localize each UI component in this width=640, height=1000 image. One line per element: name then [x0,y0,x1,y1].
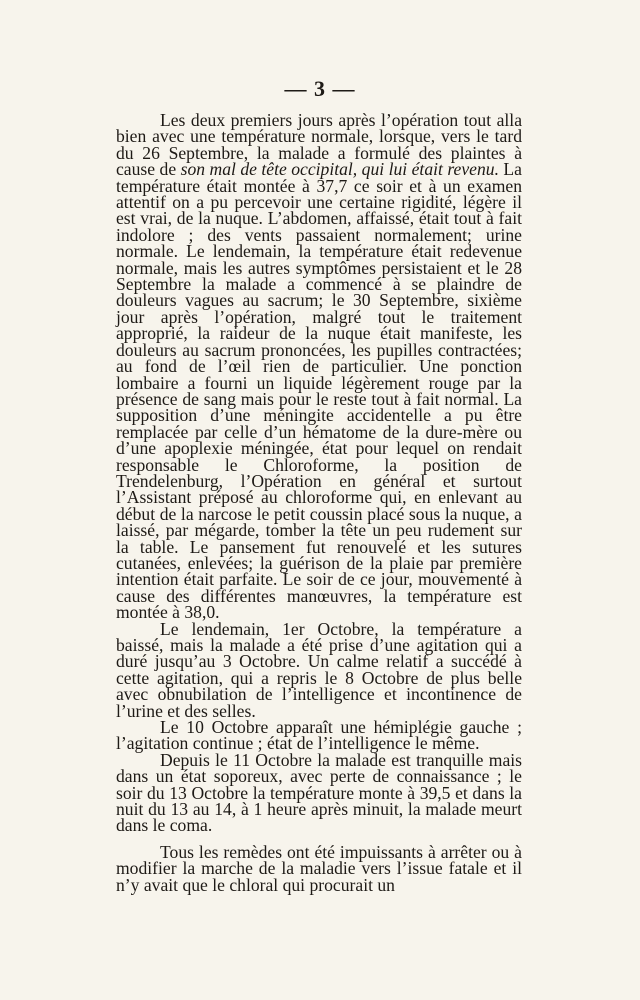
paragraph-1-text-start: Les deux premiers jours après l’opération tout alla bien avec une température normale, lorsque, vers le tard du 26 Septembre, la malade a formulé des plaintes à cause de [116,110,522,180]
paragraph-1 [116,112,522,621]
paragraph-1-text-end: La température était montée à 37,7 ce soir et à un examen attentif on a pu percevoir une certaine rigidité, légère il est vrai, de la nuque. L’abdomen, affaissé, était tout à fait indolore ; des vents passaient normalement; urine normale. Le lendemain, la température était redevenue normale, mais les autres symptômes persistaient et le 28 Septembre la malade a commencé à se plaindre de douleurs vagues au sacrum; le 30 Septembre, sixième jour après l’opération, malgré tout le traitement approprié, la raideur de la nuque était manifeste, les douleurs au sacrum prononcées, les pupilles contractées; au fond de l’œil rien de particulier. Une ponction lombaire a fourni un liquide légèrement rouge par la présence de sang mais pour le reste tout à fait normal. La supposition d’une méningite accidentelle a pu être remplacée par celle d’un hématome de la dure-mère ou d’une apoplexie méningée, état pour lequel on rendait responsable le Chloroforme, la position de Trendelenburg, l’Opération en général et surtout l’Assistant préposé au chloroforme qui, en enlevant au début de la narcose le petit coussin placé sous la nuque, a laissé, par mégarde, tomber la tête un peu rudement sur la table. Le pansement fut renouvelé et les sutures cutanées, enlevées; la guérison de la plaie par première intention était parfaite. Le soir de ce jour, mouvementé à cause des différentes manœuvres, la température est montée à 38,0. [116,159,522,623]
paragraph-2: Le lendemain, 1er Octobre, la température a baissé, mais la malade a été prise d’une agitation qui a duré jusqu’au 3 Octobre. Un calme relatif a succédé à cette agitation, qui a repris le 8 Octobre de plus belle avec obnubilation de l’intelligence et incontinence de l’urine et des selles. [116,618,522,721]
paragraph-5: Tous les remèdes ont été impuissants à arrêter ou à modifier la marche de la maladie vers l’issue fatale et il n’y avait que le chloral qui procurait un [116,841,522,895]
italic-quote: son mal de tête occipital, qui lui était revenu. [180,159,499,180]
paragraph-4: Depuis le 11 Octobre la malade est tranquille mais dans un état soporeux, avec perte de connaissance ; le soir du 13 Octobre la température monte à 39,5 et dans la nuit du 13 au 14, à 1 heure après minuit, la malade meurt dans le coma. [116,749,522,836]
page-number: — 3 — [284,76,356,101]
body-text [116,112,522,893]
paragraph-3: Le 10 Octobre apparaît une hémiplégie gauche ; l’agitation continue ; état de l’intelligence le même. [116,717,522,754]
